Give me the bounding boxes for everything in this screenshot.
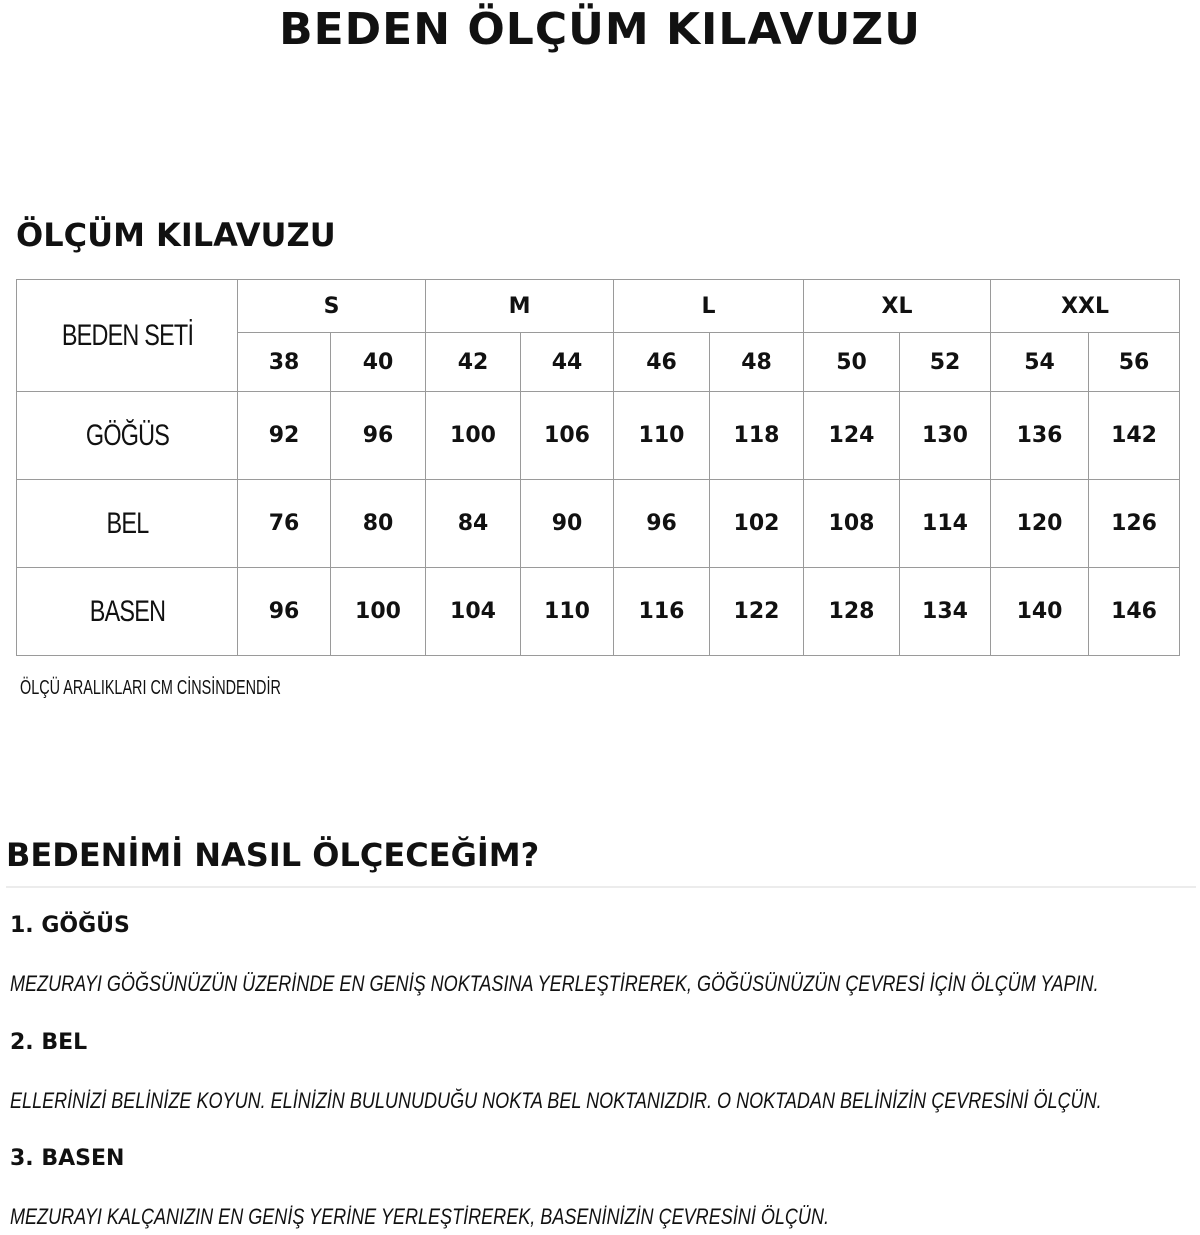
size-group-header: M — [426, 280, 614, 333]
size-number-cell: 54 — [991, 333, 1089, 392]
table-row-chest — [17, 392, 1180, 480]
size-group-header: L — [614, 280, 804, 333]
section-heading-waist: 2. BEL — [10, 1030, 88, 1055]
table-row-waist — [17, 480, 1180, 568]
size-number-cell: 38 — [238, 333, 331, 392]
measurement-cell: 136 — [991, 392, 1089, 480]
measurement-cell: 146 — [1089, 568, 1180, 656]
measurement-cell: 96 — [331, 392, 426, 480]
measurement-cell: 104 — [426, 568, 521, 656]
measurement-cell: 130 — [900, 392, 991, 480]
row-label: BASEN — [41, 568, 213, 656]
measurement-cell: 140 — [991, 568, 1089, 656]
measurement-cell: 110 — [521, 568, 614, 656]
page-title: BEDEN ÖLÇÜM KILAVUZU — [279, 4, 921, 55]
measurement-cell: 134 — [900, 568, 991, 656]
measurement-cell: 116 — [614, 568, 710, 656]
size-number-cell: 50 — [804, 333, 900, 392]
size-group-header: S — [238, 280, 426, 333]
measurement-cell: 124 — [804, 392, 900, 480]
section-text-chest: MEZURAYI GÖĞSÜNÜZÜN ÜZERİNDE EN GENİŞ NOKTASINA YERLEŞTİREREK, GÖĞÜSÜNÜZÜN ÇEVRESİ İÇİN ÖLÇÜM YAPIN. — [10, 971, 1099, 996]
measurement-cell: 110 — [614, 392, 710, 480]
measurement-cell: 96 — [238, 568, 331, 656]
size-number-cell: 48 — [710, 333, 804, 392]
howto-title: BEDENİMİ NASIL ÖLÇECEĞİM? — [6, 836, 540, 874]
row-label: BEL — [41, 480, 213, 568]
size-number-cell: 52 — [900, 333, 991, 392]
measurement-cell: 80 — [331, 480, 426, 568]
unit-note: ÖLÇÜ ARALIKLARI CM CİNSİNDENDİR — [20, 677, 281, 699]
row-label: GÖĞÜS — [41, 392, 213, 480]
measurement-cell: 90 — [521, 480, 614, 568]
measurement-cell: 100 — [331, 568, 426, 656]
measurement-cell: 142 — [1089, 392, 1180, 480]
size-number-cell: 42 — [426, 333, 521, 392]
measurement-cell: 102 — [710, 480, 804, 568]
size-number-cell: 40 — [331, 333, 426, 392]
measurement-cell: 126 — [1089, 480, 1180, 568]
measurement-cell: 92 — [238, 392, 331, 480]
section-heading-hip: 3. BASEN — [10, 1146, 125, 1171]
measurement-cell: 118 — [710, 392, 804, 480]
measurement-cell: 114 — [900, 480, 991, 568]
size-chart-table — [16, 279, 1180, 656]
measurement-cell: 108 — [804, 480, 900, 568]
size-number-cell: 56 — [1089, 333, 1180, 392]
corner-label: BEDEN SETİ — [41, 280, 213, 392]
measurement-cell: 128 — [804, 568, 900, 656]
size-group-header: XL — [804, 280, 991, 333]
table-row-hip — [17, 568, 1180, 656]
measurement-cell: 122 — [710, 568, 804, 656]
size-group-header: XXL — [991, 280, 1180, 333]
measurement-cell: 120 — [991, 480, 1089, 568]
measurement-cell: 100 — [426, 392, 521, 480]
measurement-cell: 76 — [238, 480, 331, 568]
size-number-cell: 44 — [521, 333, 614, 392]
measurement-cell: 106 — [521, 392, 614, 480]
size-number-cell: 46 — [614, 333, 710, 392]
divider — [6, 886, 1196, 888]
section-text-hip: MEZURAYI KALÇANIZIN EN GENİŞ YERİNE YERLEŞTİREREK, BASENİNİZİN ÇEVRESİNİ ÖLÇÜN. — [10, 1204, 830, 1229]
section-heading-chest: 1. GÖĞÜS — [10, 913, 130, 938]
size-guide-subtitle: ÖLÇÜM KILAVUZU — [16, 216, 336, 254]
measurement-cell: 84 — [426, 480, 521, 568]
section-text-waist: ELLERİNİZİ BELİNİZE KOYUN. ELİNİZİN BULUNUDUĞU NOKTA BEL NOKTANIZDIR. O NOKTADAN BELİNİZİN ÇEVRESİNİ ÖLÇÜN. — [10, 1088, 1102, 1113]
measurement-cell: 96 — [614, 480, 710, 568]
